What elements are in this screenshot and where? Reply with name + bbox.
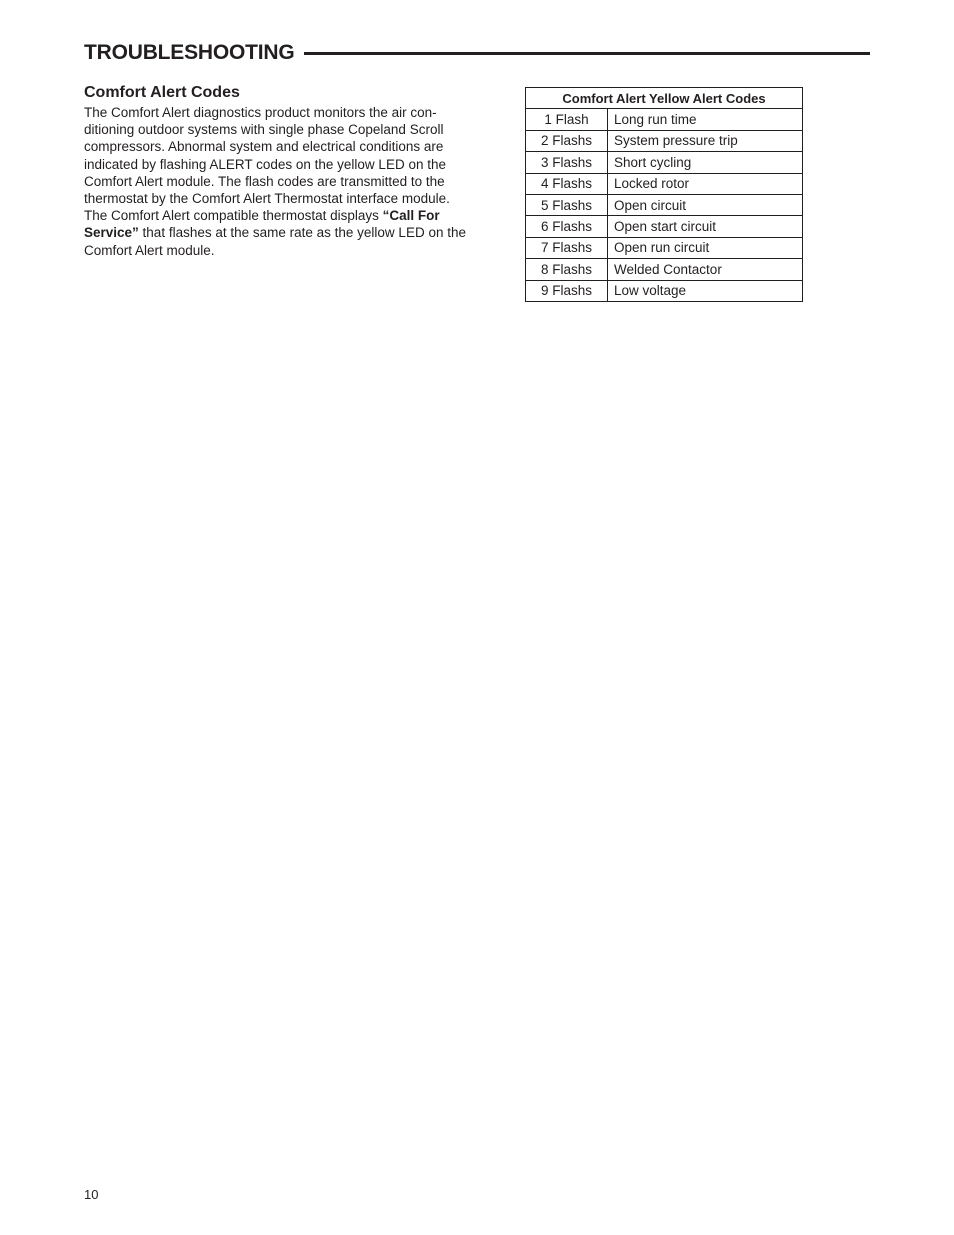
alert-description-cell: Open run circuit [608,237,803,258]
body-text-part1: The Comfort Alert diagnostics product monitors the air con-ditioning outdoor systems with single phase Copeland Scroll compressors. Abnormal system and electrical conditions are indicated by flashing ALERT codes on the yellow LED on the Comfort Alert module. The flash codes are transmitted to the thermostat by the Comfort Alert Thermostat interface module. The Comfort Alert compatible thermostat displays [84,105,450,224]
alert-description-cell: Long run time [608,109,803,130]
table-row [526,130,803,151]
section-body [84,104,474,259]
alert-description-cell: Locked rotor [608,173,803,194]
table-row [526,109,803,130]
page-title: TROUBLESHOOTING [84,41,295,64]
comfort-alert-section [84,84,474,259]
table-row [526,194,803,215]
alert-description-cell: Open circuit [608,194,803,215]
table-row [526,216,803,237]
alert-description-cell: Short cycling [608,152,803,173]
flash-code-cell: 9 Flashs [526,280,608,301]
flash-code-cell: 7 Flashs [526,237,608,258]
flash-code-cell: 2 Flashs [526,130,608,151]
alert-description-cell: Open start circuit [608,216,803,237]
table-row [526,280,803,301]
alert-codes-table [525,87,803,302]
section-heading: Comfort Alert Codes [84,84,240,101]
body-text-bold: “Call For Service” [84,208,440,241]
body-text-part2: that flashes at the same rate as the yellow LED on the Comfort Alert module. [84,225,466,258]
alert-description-cell: System pressure trip [608,130,803,151]
page-number: 10 [84,1187,99,1202]
flash-code-cell: 8 Flashs [526,259,608,280]
flash-code-cell: 6 Flashs [526,216,608,237]
table-row [526,237,803,258]
flash-code-cell: 1 Flash [526,109,608,130]
flash-code-cell: 5 Flashs [526,194,608,215]
table-row [526,259,803,280]
table-row [526,173,803,194]
alert-description-cell: Welded Contactor [608,259,803,280]
table-row [526,152,803,173]
page-header [84,38,870,68]
flash-code-cell: 4 Flashs [526,173,608,194]
table-title: Comfort Alert Yellow Alert Codes [526,88,803,109]
flash-code-cell: 3 Flashs [526,152,608,173]
alert-description-cell: Low voltage [608,280,803,301]
table-header-row [526,88,803,109]
header-rule [304,52,871,55]
